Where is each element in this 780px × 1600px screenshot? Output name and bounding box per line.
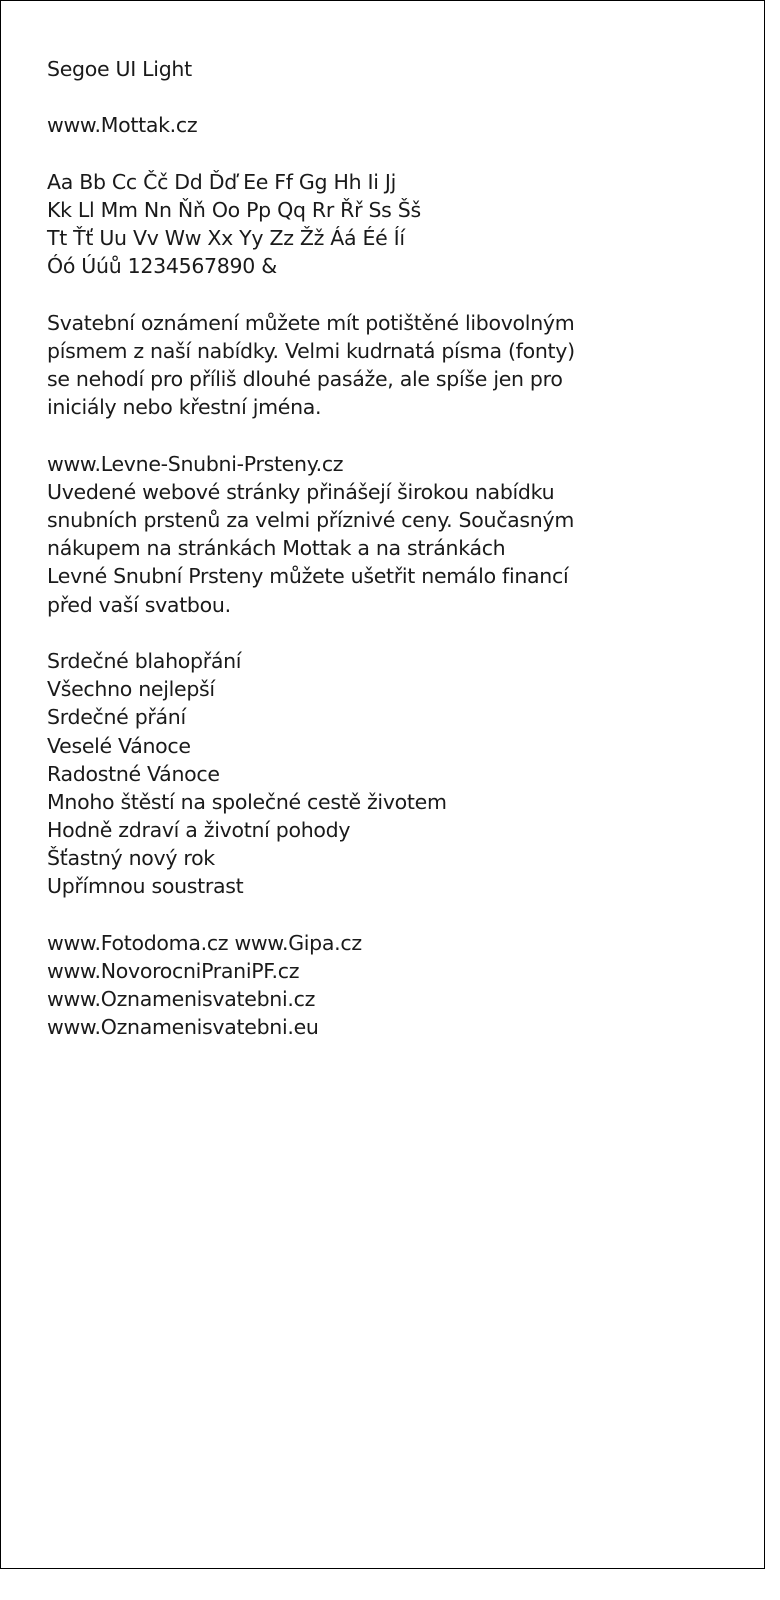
description-line: iniciály nebo křestní jména. [47,395,322,420]
rings-section [47,450,607,619]
font-name: Segoe UI Light [47,57,192,81]
greeting-item: Mnoho štěstí na společné cestě životem [47,789,447,814]
description-line: písmem z naší nabídky. Velmi kudrnatá písma (fonty) [47,338,575,363]
greeting-item: Srdečné blahopřání [47,648,242,673]
greeting-item: Upřímnou soustrast [47,874,244,899]
links-list [47,929,607,1042]
site-url: www.Mottak.cz [47,113,198,138]
rings-text-line: před vaší svatbou. [47,592,231,617]
description-line: se nehodí pro příliš dlouhé pasáže, ale spíše jen pro [47,367,563,392]
spacer [47,421,607,449]
alphabet-line: Aa Bb Cc Čč Dd Ďď Ee Ff Gg Hh Ii Jj [47,169,396,194]
rings-url: www.Levne-Snubni-Prsteny.cz [47,451,344,476]
greeting-item: Veselé Vánoce [47,733,191,758]
rings-text-line: Levné Snubní Prsteny můžete ušetřit nemálo financí [47,564,569,589]
link-line: www.Oznamenisvatebni.cz [47,987,316,1012]
greeting-item: Srdečné přání [47,705,186,730]
description-paragraph [47,309,607,422]
link-line: www.Oznamenisvatebni.eu [47,1015,319,1040]
alphabet-sample [47,168,607,281]
spacer [47,281,607,309]
spacer [47,619,607,647]
link-line: www.Fotodoma.cz www.Gipa.cz [47,930,362,955]
spacer [47,901,607,929]
sample-text-block [47,55,607,1042]
alphabet-line: Tt Ťť Uu Vv Ww Xx Yy Zz Žž Áá Éé Íí [47,226,405,251]
greetings-list [47,647,607,901]
alphabet-line: Óó Úúů 1234567890 & [47,254,277,279]
greeting-item: Všechno nejlepší [47,677,215,702]
spacer [47,83,607,111]
spacer [47,140,607,168]
greeting-item: Radostné Vánoce [47,761,220,786]
description-line: Svatební oznámení můžete mít potištěné libovolným [47,310,575,335]
alphabet-line: Kk Ll Mm Nn Ňň Oo Pp Qq Rr Řř Ss Šš [47,197,421,222]
rings-text-line: nákupem na stránkách Mottak a na stránkách [47,536,506,561]
greeting-item: Hodně zdraví a životní pohody [47,818,351,843]
greeting-item: Šťastný nový rok [47,846,215,871]
rings-text-line: Uvedené webové stránky přinášejí širokou nabídku [47,479,555,504]
link-line: www.NovorocniPraniPF.cz [47,959,300,983]
rings-text-line: snubních prstenů za velmi příznivé ceny. Současným [47,508,574,532]
